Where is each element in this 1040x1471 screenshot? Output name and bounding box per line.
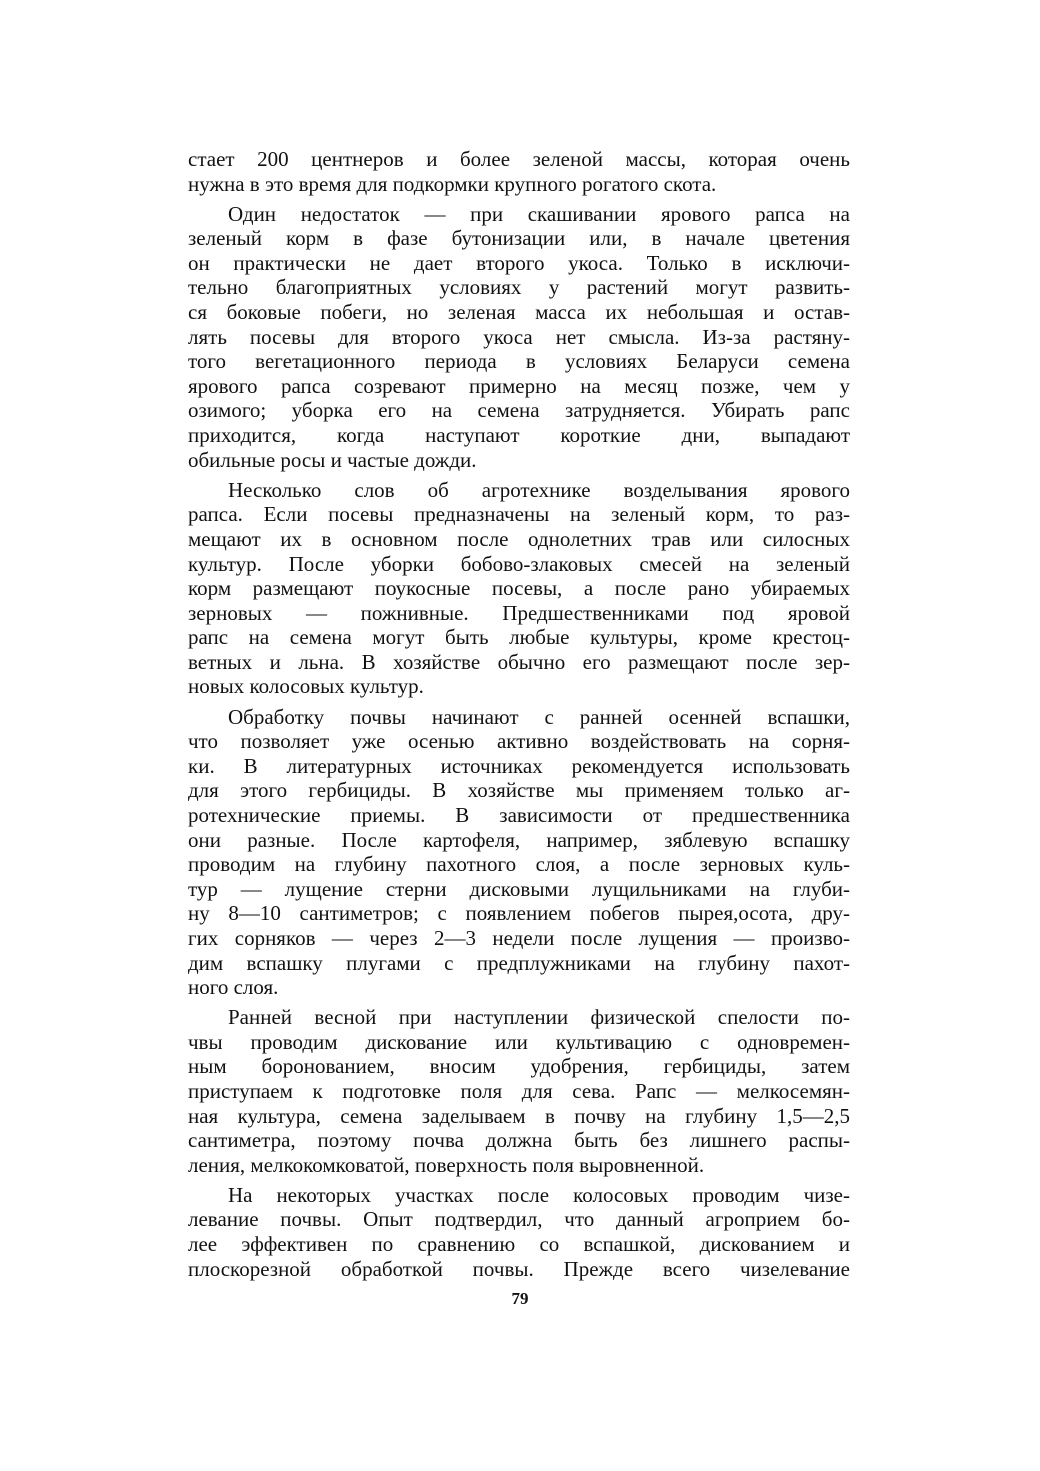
- text-line: ная культура, семена заделываем в почву на глубину 1,5—2,5: [188, 1103, 850, 1128]
- text-line: чвы проводим дискование или культивацию с одновремен-: [188, 1029, 850, 1054]
- text-line: культур. После уборки бобово-злаковых смесей на зеленый: [188, 551, 850, 576]
- text-line: лять посевы для второго укоса нет смысла. Из-за растяну-: [188, 324, 850, 349]
- text-line: нужна в это время для подкормки крупного рогатого скота.: [188, 171, 717, 196]
- text-line: На некоторых участках после колосовых проводим чизе-: [228, 1182, 850, 1207]
- text-line: Обработку почвы начинают с ранней осенней вспашки,: [228, 704, 850, 729]
- text-line: мещают их в основном после однолетних трав или силосных: [188, 526, 850, 551]
- text-line: дим вспашку плугами с предплужниками на глубину пахот-: [188, 950, 850, 975]
- text-line: для этого гербициды. В хозяйстве мы применяем только аг-: [188, 778, 850, 803]
- text-line: ления, мелкокомковатой, поверхность поля выровненной.: [188, 1152, 705, 1177]
- text-line: Несколько слов об агротехнике возделывания ярового: [228, 477, 850, 502]
- text-line: приходится, когда наступают короткие дни, выпадают: [188, 423, 850, 448]
- text-line: он практически не дает второго укоса. Только в исключи-: [188, 250, 850, 275]
- text-line: Один недостаток — при скашивании ярового рапса на: [228, 201, 850, 226]
- text-line: левание почвы. Опыт подтвердил, что данный агроприем бо-: [188, 1207, 850, 1232]
- paragraph-1: [188, 147, 850, 196]
- text-line: лее эффективен по сравнению со вспашкой, дискованием и: [188, 1232, 850, 1257]
- paragraph-6: [188, 1183, 850, 1281]
- text-line: ну 8—10 сантиметров; с появлением побегов пырея,осота, дру-: [188, 901, 850, 926]
- text-line: новых колосовых культур.: [188, 674, 424, 699]
- text-line: ярового рапса созревают примерно на месяц позже, чем у: [188, 373, 850, 398]
- text-line: зеленый корм в фазе бутонизации или, в начале цветения: [188, 226, 850, 251]
- text-line: озимого; уборка его на семена затрудняется. Убирать рапс: [188, 398, 850, 423]
- page-body: [188, 147, 850, 1281]
- text-line: ки. В литературных источниках рекомендуется использовать: [188, 753, 850, 778]
- page-number: 79: [511, 1289, 529, 1308]
- text-line: Ранней весной при наступлении физической спелости по-: [228, 1005, 850, 1030]
- text-line: ного слоя.: [188, 975, 279, 1000]
- text-line: ротехнические приемы. В зависимости от предшественника: [188, 802, 850, 827]
- text-line: рапса. Если посевы предназначены на зеленый корм, то раз-: [188, 502, 850, 527]
- text-line: тур — лущение стерни дисковыми лущильниками на глуби-: [188, 876, 850, 901]
- text-line: обильные росы и частые дожди.: [188, 447, 477, 472]
- text-line: зерновых — пожнивные. Предшественниками под яровой: [188, 600, 850, 625]
- text-line: рапс на семена могут быть любые культуры, кроме крестоц-: [188, 625, 850, 650]
- text-line: гих сорняков — через 2—3 недели после лущения — произво-: [188, 925, 850, 950]
- text-line: сантиметра, поэтому почва должна быть без лишнего распы-: [188, 1128, 850, 1153]
- text-line: стает 200 центнеров и более зеленой массы, которая очень: [188, 147, 850, 171]
- text-line: ся боковые побеги, но зеленая масса их небольшая и остав-: [188, 300, 850, 325]
- text-line: ным боронованием, вносим удобрения, гербициды, затем: [188, 1054, 850, 1079]
- paragraph-5: [188, 1005, 850, 1177]
- text-line: плоскорезной обработкой почвы. Прежде всего чизелевание: [188, 1256, 850, 1281]
- text-line: что позволяет уже осенью активно воздействовать на сорня-: [188, 729, 850, 754]
- text-line: они разные. После картофеля, например, зяблевую вспашку: [188, 827, 850, 852]
- text-line: того вегетационного периода в условиях Беларуси семена: [188, 349, 850, 374]
- paragraph-4: [188, 705, 850, 1000]
- paragraph-3: [188, 478, 850, 699]
- text-line: тельно благоприятных условиях у растений могут развить-: [188, 275, 850, 300]
- text-line: приступаем к подготовке поля для сева. Рапс — мелкосемян-: [188, 1078, 850, 1103]
- text-line: корм размещают поукосные посевы, а после рано убираемых: [188, 576, 850, 601]
- text-line: ветных и льна. В хозяйстве обычно его размещают после зер-: [188, 649, 850, 674]
- paragraph-2: [188, 202, 850, 473]
- text-line: проводим на глубину пахотного слоя, а после зерновых куль-: [188, 852, 850, 877]
